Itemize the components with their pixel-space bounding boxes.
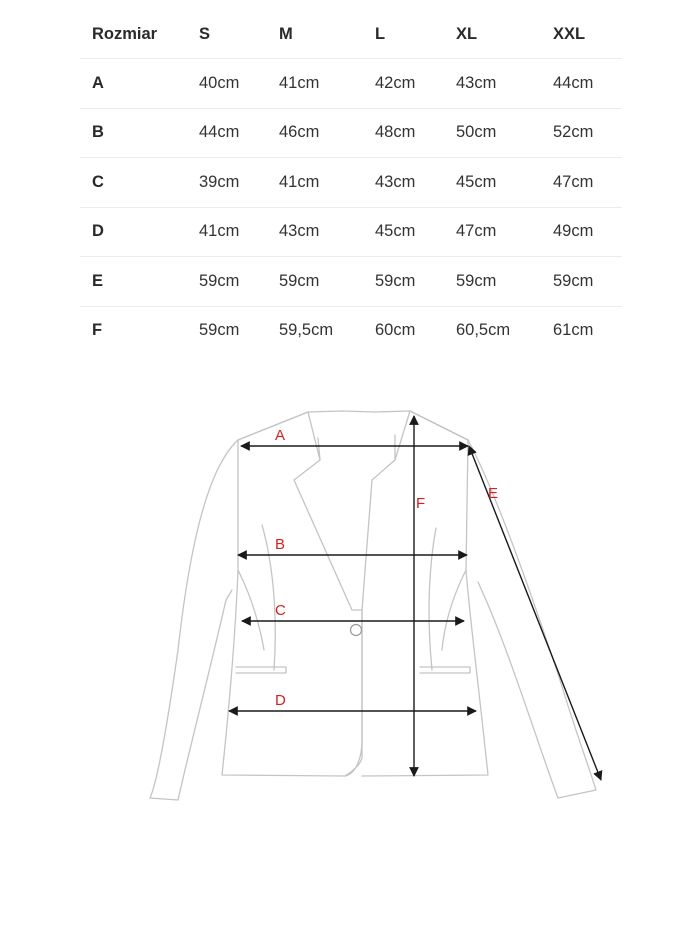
header-cell: XL bbox=[456, 24, 478, 43]
table-cell: 47cm bbox=[456, 222, 497, 241]
table-cell: 45cm bbox=[375, 222, 416, 241]
table-cell: 60cm bbox=[375, 321, 416, 340]
table-cell: 48cm bbox=[375, 123, 416, 142]
row-label: D bbox=[92, 222, 104, 241]
right-side-seam bbox=[442, 570, 466, 650]
table-row bbox=[80, 158, 622, 208]
table-cell: 43cm bbox=[375, 172, 416, 191]
right-lapel bbox=[362, 411, 410, 610]
table-cell: 43cm bbox=[279, 222, 320, 241]
header-cell: M bbox=[279, 24, 293, 43]
table-row bbox=[80, 257, 622, 307]
table-cell: 39cm bbox=[199, 172, 240, 191]
table-cell: 47cm bbox=[553, 172, 594, 191]
measurement-label-b: B bbox=[275, 536, 286, 553]
right-pocket bbox=[420, 667, 470, 673]
row-label: A bbox=[92, 73, 104, 92]
table-cell: 49cm bbox=[553, 222, 594, 241]
left-pocket bbox=[236, 667, 286, 673]
table-row bbox=[80, 307, 622, 356]
jacket-diagram bbox=[0, 360, 700, 820]
table-cell: 40cm bbox=[199, 73, 240, 92]
header-cell: S bbox=[199, 24, 211, 43]
measurement-label-a: A bbox=[275, 427, 286, 444]
jacket-outline bbox=[150, 411, 596, 800]
measurement-label-c: C bbox=[275, 602, 286, 619]
shoulder-line bbox=[238, 411, 468, 440]
table-header-row bbox=[80, 10, 622, 59]
table-cell: 44cm bbox=[199, 123, 240, 142]
table-cell: 52cm bbox=[553, 123, 594, 142]
header-cell: Rozmiar bbox=[92, 24, 158, 43]
right-dart bbox=[429, 528, 436, 670]
measurement-label-d: D bbox=[275, 692, 286, 709]
table-cell: 46cm bbox=[279, 123, 320, 142]
table-cell: 59,5cm bbox=[279, 321, 334, 340]
table-cell: 41cm bbox=[279, 172, 320, 191]
header-cell: L bbox=[375, 24, 386, 43]
size-table bbox=[80, 10, 622, 355]
table-cell: 61cm bbox=[553, 321, 594, 340]
left-side-seam bbox=[238, 570, 264, 650]
table-cell: 45cm bbox=[456, 172, 497, 191]
jacket-diagram-svg bbox=[0, 360, 700, 820]
table-cell: 41cm bbox=[279, 73, 320, 92]
left-lapel bbox=[294, 412, 362, 610]
table-cell: 50cm bbox=[456, 123, 497, 142]
table-cell: 44cm bbox=[553, 73, 594, 92]
table-cell: 59cm bbox=[375, 271, 416, 290]
row-label: E bbox=[92, 271, 104, 290]
table-cell: 59cm bbox=[279, 271, 320, 290]
body-outline-right bbox=[362, 440, 488, 776]
table-cell: 59cm bbox=[199, 321, 240, 340]
row-label: C bbox=[92, 172, 104, 191]
table-cell: 41cm bbox=[199, 222, 240, 241]
body-outline bbox=[222, 440, 362, 776]
table-cell: 43cm bbox=[456, 73, 497, 92]
table-cell: 42cm bbox=[375, 73, 416, 92]
row-label: F bbox=[92, 321, 103, 340]
button-icon bbox=[351, 625, 362, 636]
table-cell: 59cm bbox=[456, 271, 497, 290]
table-row bbox=[80, 109, 622, 159]
table-cell: 59cm bbox=[199, 271, 240, 290]
row-label: B bbox=[92, 123, 104, 142]
table-row bbox=[80, 59, 622, 109]
table-cell: 60,5cm bbox=[456, 321, 511, 340]
measurement-label-e: E bbox=[488, 485, 499, 502]
table-row bbox=[80, 208, 622, 258]
table-cell: 59cm bbox=[553, 271, 594, 290]
header-cell: XXL bbox=[553, 24, 586, 43]
measurement-lines bbox=[229, 416, 601, 780]
measurement-label-f: F bbox=[416, 495, 426, 512]
